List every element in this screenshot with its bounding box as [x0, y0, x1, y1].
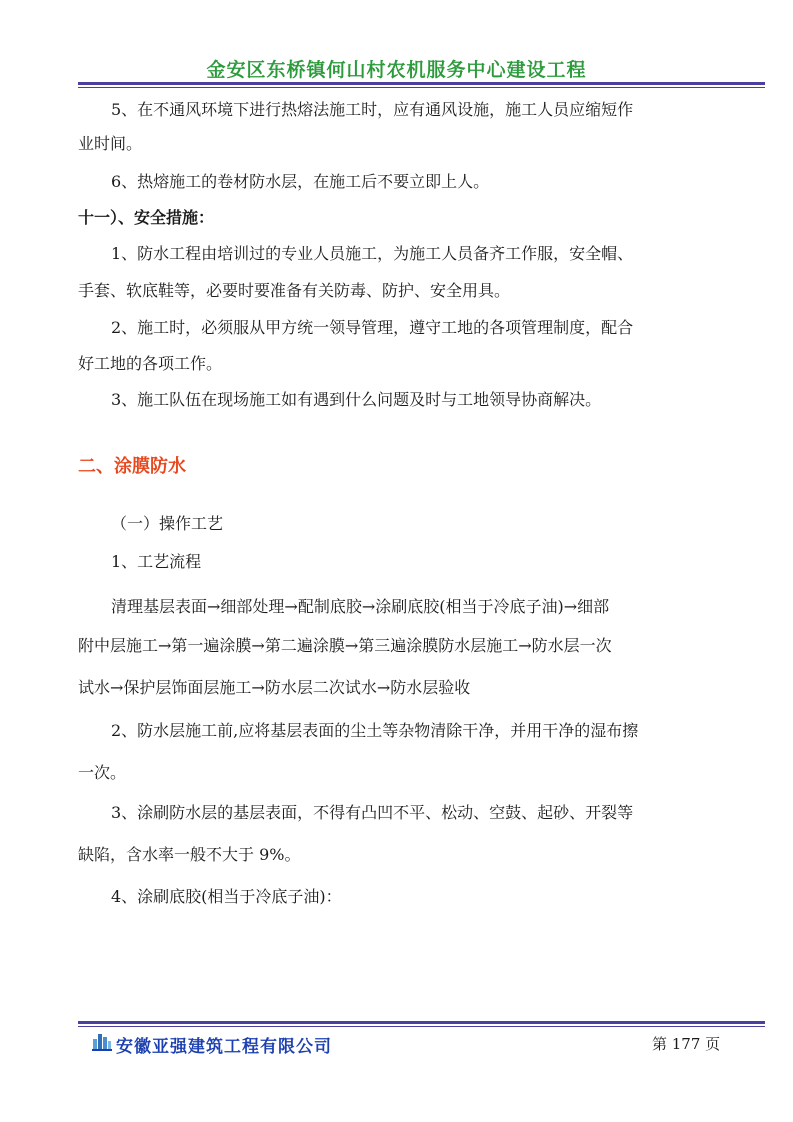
footer-rule-thick [78, 1021, 765, 1024]
paragraph: 1、防水工程由培训过的专业人员施工，为施工人员备齐工作服，安全帽、 [111, 244, 634, 263]
paragraph: 业时间。 [78, 134, 143, 153]
paragraph: 2、施工时，必须服从甲方统一领导管理，遵守工地的各项管理制度，配合 [111, 318, 634, 337]
paragraph: 3、施工队伍在现场施工如有遇到什么问题及时与工地领导协商解决。 [111, 390, 602, 409]
section-heading: 二、涂膜防水 [78, 456, 186, 477]
subsection-heading: 十一）、安全措施： [78, 208, 215, 227]
paragraph: 一次。 [78, 763, 127, 782]
page-number: 第 177 页 [652, 1035, 721, 1053]
footer-company-name: 安徽亚强建筑工程有限公司 [116, 1037, 332, 1057]
paragraph: 4、涂刷底胶(相当于冷底子油)： [111, 887, 342, 906]
paragraph: 清理基层表面→细部处理→配制底胶→涂刷底胶(相当于冷底子油)→细部 [111, 597, 610, 616]
paragraph: 缺陷，含水率一般不大于 9%。 [78, 845, 301, 864]
paragraph: 2、防水层施工前,应将基层表面的尘土等杂物清除干净，并用干净的湿布擦 [111, 721, 639, 740]
paragraph: 5、在不通风环境下进行热熔法施工时，应有通风设施，施工人员应缩短作 [111, 100, 634, 119]
header-rule-thin [78, 87, 765, 88]
paragraph: 3、涂刷防水层的基层表面，不得有凸凹不平、松动、空鼓、起砂、开裂等 [111, 803, 634, 822]
paragraph: （一）操作工艺 [111, 514, 224, 533]
paragraph: 好工地的各项工作。 [78, 354, 223, 373]
paragraph: 手套、软底鞋等，必要时要准备有关防毒、防护、安全用具。 [78, 281, 511, 300]
company-logo-icon [92, 1031, 112, 1051]
paragraph: 6、热熔施工的卷材防水层，在施工后不要立即上人。 [111, 172, 490, 191]
document-header-title: 金安区东桥镇何山村农机服务中心建设工程 [206, 59, 587, 81]
paragraph: 附中层施工→第一遍涂膜→第二遍涂膜→第三遍涂膜防水层施工→防水层一次 [78, 636, 612, 655]
paragraph: 试水→保护层饰面层施工→防水层二次试水→防水层验收 [78, 678, 471, 697]
paragraph: 1、工艺流程 [111, 552, 202, 571]
header-rule-thick [78, 82, 765, 85]
footer-rule-thin [78, 1026, 765, 1027]
